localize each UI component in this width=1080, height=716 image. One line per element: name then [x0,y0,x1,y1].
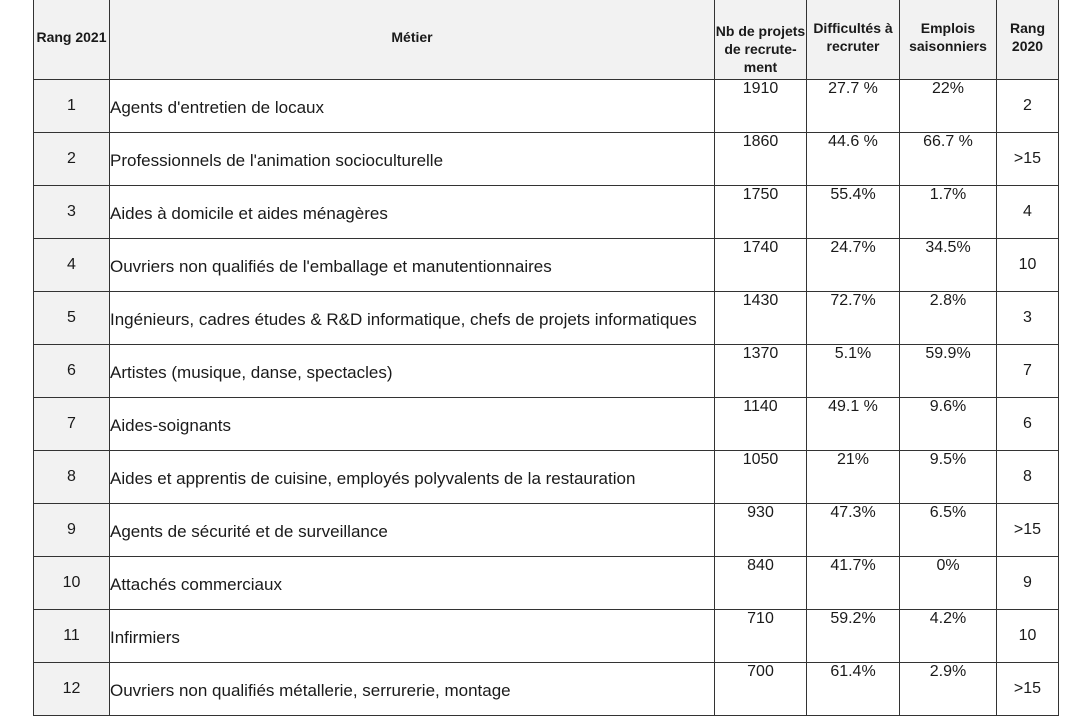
metier-cell [110,504,715,557]
nb-projets-cell: 1750 [715,186,807,239]
rang-2021-cell: 3 [34,186,110,239]
rang-2020-cell: 8 [997,451,1059,504]
rang-2021-cell: 8 [34,451,110,504]
emplois-saisonniers-cell: 59.9% [900,345,997,398]
metier-text: Aides et apprentis de cuisine, employés polyvalents de la restauration [110,468,636,488]
metier-text: Professionnels de l'animation socioculturelle [110,150,444,170]
rang-2021-cell: 10 [34,557,110,610]
metier-text: Artistes (musique, danse, spectacles) [110,362,393,382]
nb-projets-cell: 700 [715,663,807,716]
table-row [34,398,1059,451]
rang-2020-cell: 9 [997,557,1059,610]
nb-projets-cell: 1370 [715,345,807,398]
difficultes-cell: 47.3% [807,504,900,557]
table-header [34,0,1059,80]
table-row [34,133,1059,186]
header-rang-2021: Rang 2021 [34,0,110,80]
metier-text: Ingénieurs, cadres études & R&D informatique, chefs de projets informatiques [110,309,697,329]
metier-cell [110,663,715,716]
header-emplois-saisonniers: Emplois saisonniers [900,0,997,80]
metier-text: Aides-soignants [110,415,231,435]
rang-2020-cell: 10 [997,610,1059,663]
nb-projets-cell: 930 [715,504,807,557]
rang-2020-cell: 6 [997,398,1059,451]
rang-2021-cell: 5 [34,292,110,345]
rang-2021-cell: 1 [34,80,110,133]
rang-2020-cell: 2 [997,80,1059,133]
table-row [34,557,1059,610]
rang-2021-cell: 11 [34,610,110,663]
table-row [34,451,1059,504]
rang-2021-cell: 7 [34,398,110,451]
rang-2021-cell: 9 [34,504,110,557]
difficultes-cell: 27.7 % [807,80,900,133]
header-rang-2020: Rang 2020 [997,0,1059,80]
metier-text: Attachés commerciaux [110,574,282,594]
header-metier: Métier [110,0,715,80]
rang-2021-cell: 4 [34,239,110,292]
rang-2020-cell: 7 [997,345,1059,398]
emplois-saisonniers-cell: 6.5% [900,504,997,557]
emplois-saisonniers-cell: 4.2% [900,610,997,663]
metier-cell [110,133,715,186]
rang-2020-cell: >15 [997,504,1059,557]
rang-2021-cell: 12 [34,663,110,716]
nb-projets-cell: 1430 [715,292,807,345]
table-row [34,186,1059,239]
nb-projets-cell: 1910 [715,80,807,133]
nb-projets-cell: 1740 [715,239,807,292]
table-row [34,239,1059,292]
recruitment-table [33,0,1059,716]
emplois-saisonniers-cell: 2.8% [900,292,997,345]
rang-2020-cell: 10 [997,239,1059,292]
emplois-saisonniers-cell: 2.9% [900,663,997,716]
emplois-saisonniers-cell: 34.5% [900,239,997,292]
emplois-saisonniers-cell: 0% [900,557,997,610]
difficultes-cell: 61.4% [807,663,900,716]
metier-text: Ouvriers non qualifiés métallerie, serrurerie, montage [110,680,511,700]
metier-text: Agents d'entretien de locaux [110,97,325,117]
difficultes-cell: 41.7% [807,557,900,610]
metier-cell [110,345,715,398]
emplois-saisonniers-cell: 66.7 % [900,133,997,186]
nb-projets-cell: 1140 [715,398,807,451]
rang-2020-cell: >15 [997,663,1059,716]
header-nb-projets: Nb de projets de recrute-ment [715,0,807,80]
metier-cell [110,239,715,292]
metier-cell [110,398,715,451]
rang-2021-cell: 6 [34,345,110,398]
rang-2020-cell: >15 [997,133,1059,186]
emplois-saisonniers-cell: 9.5% [900,451,997,504]
header-difficultes: Difficultés à recruter [807,0,900,80]
table-row [34,80,1059,133]
difficultes-cell: 5.1% [807,345,900,398]
table-row [34,663,1059,716]
metier-cell [110,186,715,239]
metier-cell [110,292,715,345]
table-row [34,345,1059,398]
difficultes-cell: 44.6 % [807,133,900,186]
difficultes-cell: 49.1 % [807,398,900,451]
rang-2020-cell: 4 [997,186,1059,239]
difficultes-cell: 24.7% [807,239,900,292]
metier-cell [110,80,715,133]
emplois-saisonniers-cell: 1.7% [900,186,997,239]
rang-2020-cell: 3 [997,292,1059,345]
metier-text: Infirmiers [110,627,180,647]
metier-text: Ouvriers non qualifiés de l'emballage et manutentionnaires [110,256,552,276]
nb-projets-cell: 1860 [715,133,807,186]
nb-projets-cell: 710 [715,610,807,663]
emplois-saisonniers-cell: 9.6% [900,398,997,451]
table-row [34,504,1059,557]
table-body [34,80,1059,716]
metier-cell [110,610,715,663]
table-row [34,292,1059,345]
emplois-saisonniers-cell: 22% [900,80,997,133]
difficultes-cell: 72.7% [807,292,900,345]
metier-cell [110,451,715,504]
nb-projets-cell: 1050 [715,451,807,504]
nb-projets-cell: 840 [715,557,807,610]
rang-2021-cell: 2 [34,133,110,186]
difficultes-cell: 21% [807,451,900,504]
difficultes-cell: 55.4% [807,186,900,239]
metier-text: Aides à domicile et aides ménagères [110,203,388,223]
table-row [34,610,1059,663]
metier-cell [110,557,715,610]
difficultes-cell: 59.2% [807,610,900,663]
metier-text: Agents de sécurité et de surveillance [110,521,388,541]
